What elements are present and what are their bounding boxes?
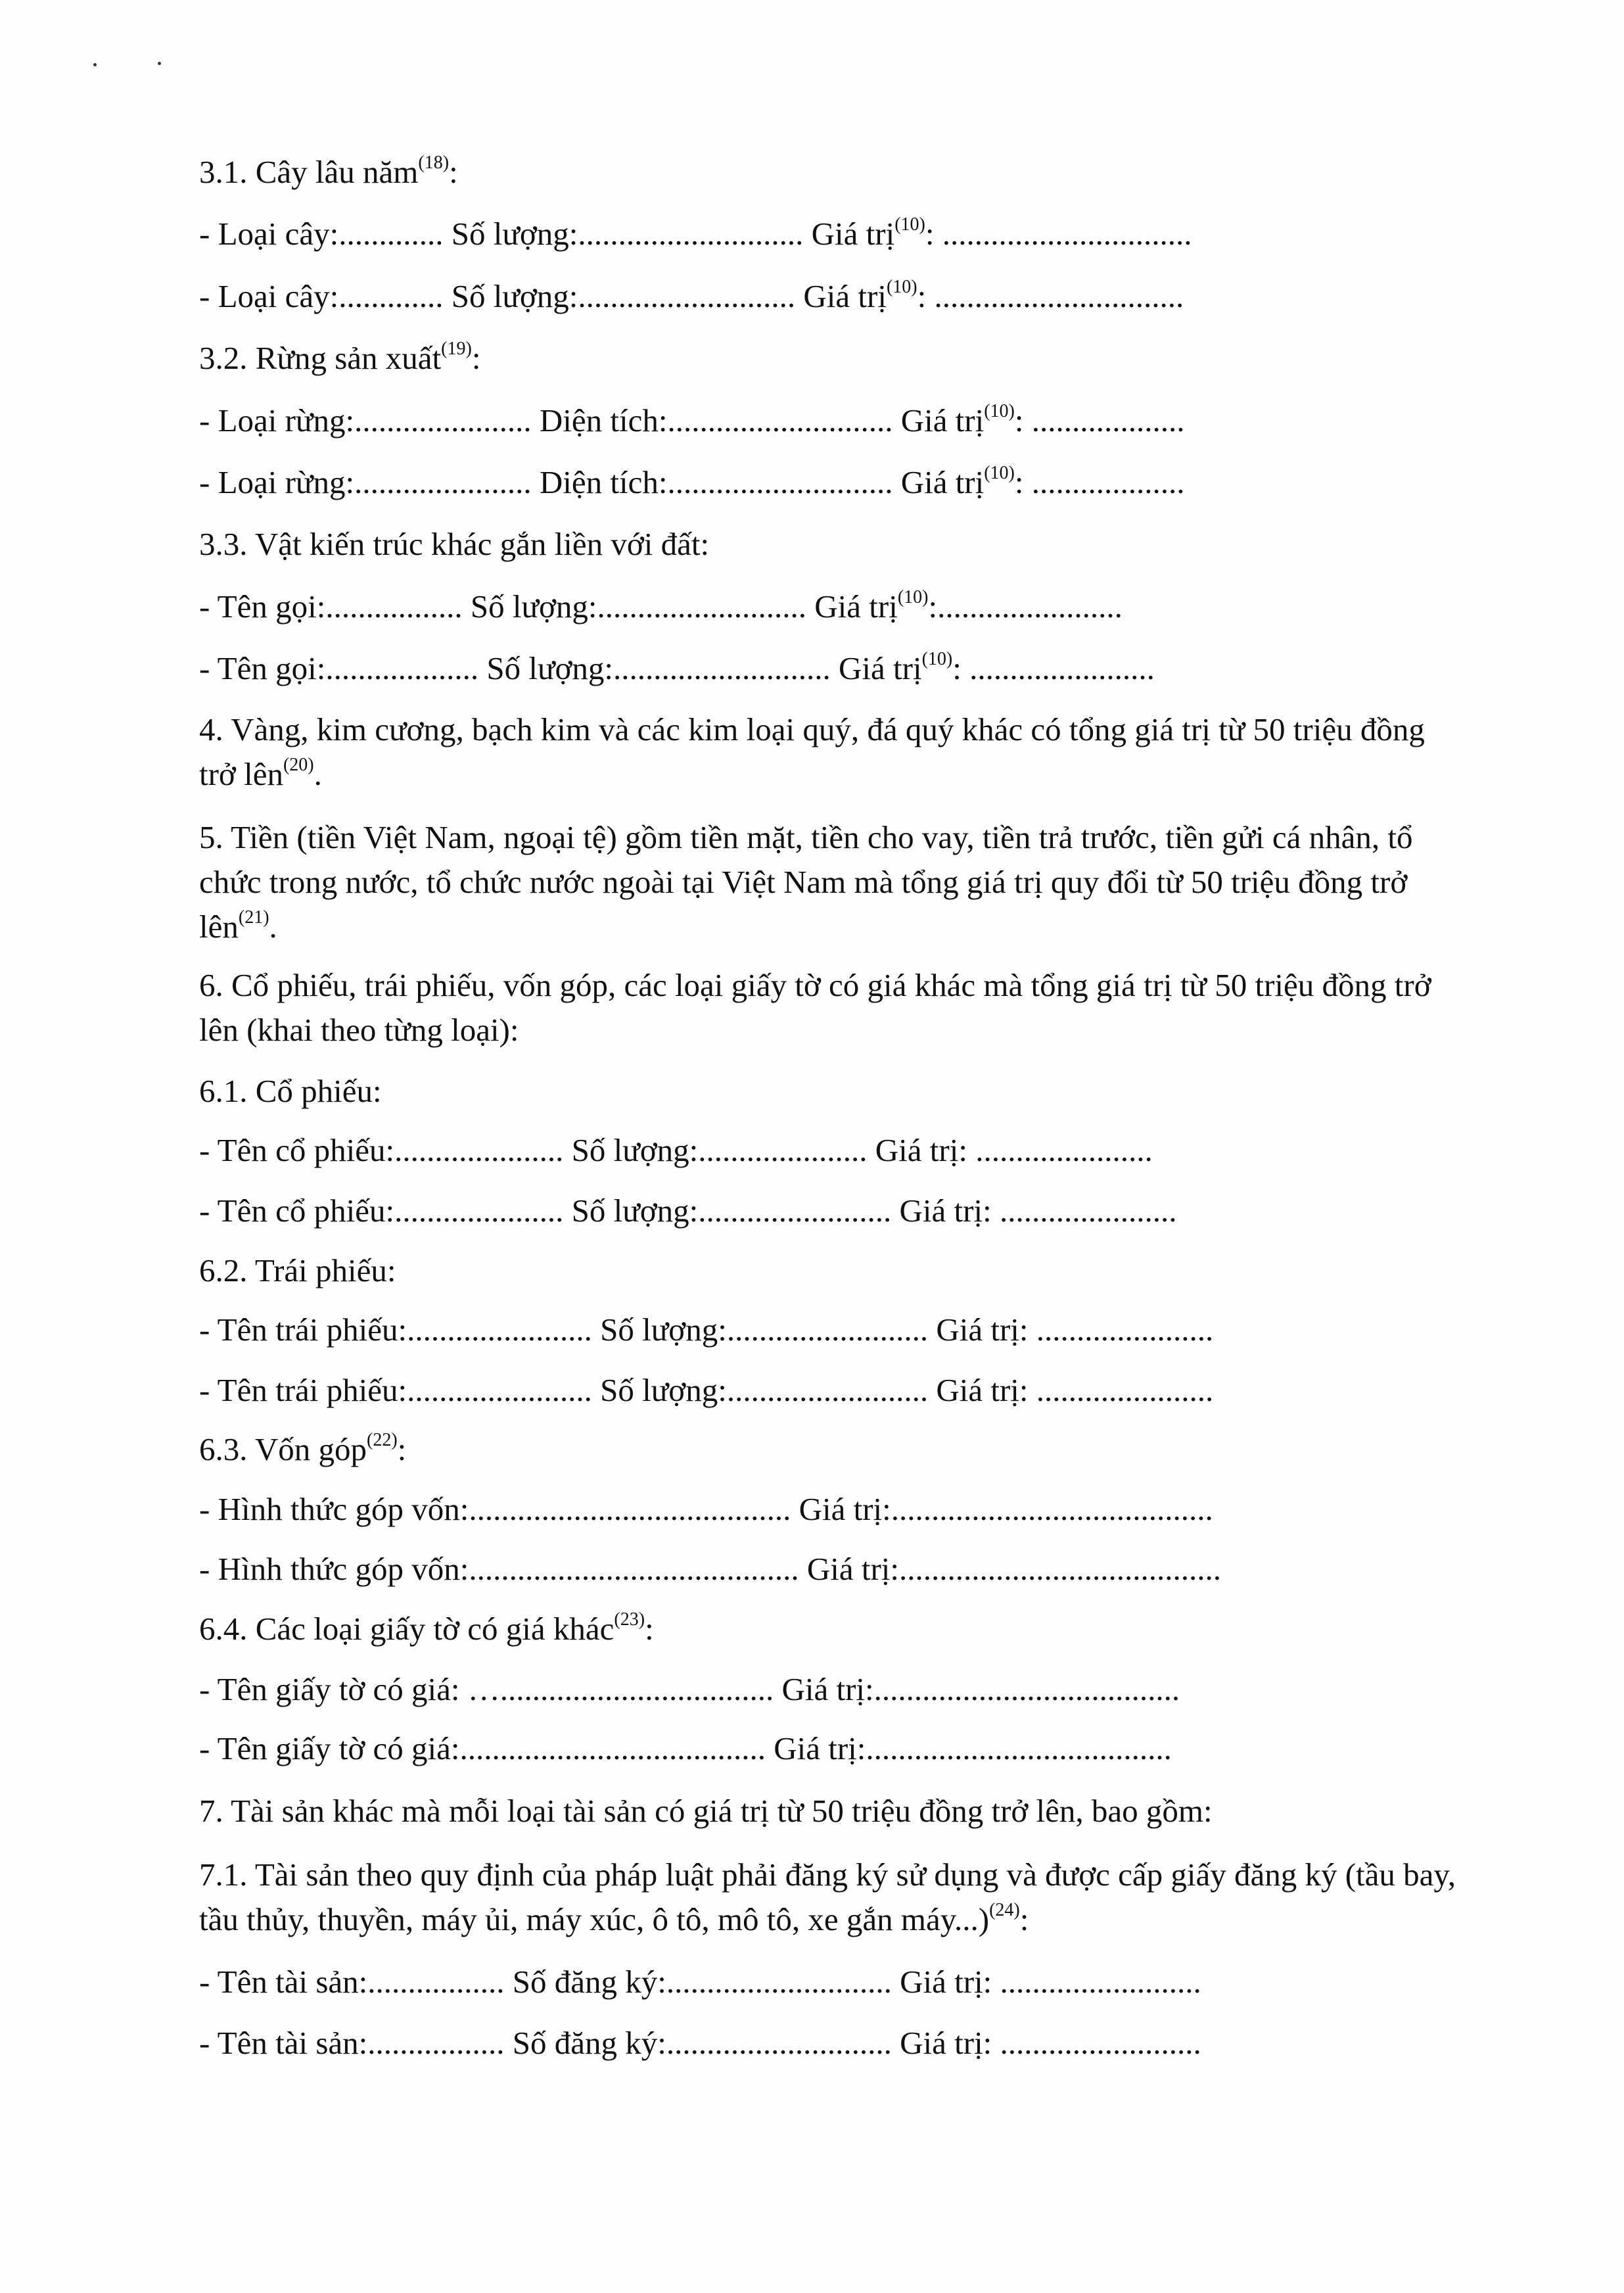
form-row-capital-1: - Hình thức góp vốn:........................................ Giá trị:........................................ xyxy=(199,1491,1213,1527)
form-row-valuable-paper-1: - Tên giấy tờ có giá: ….................................. Giá trị:...................................... xyxy=(199,1671,1180,1707)
section-heading-6-3: 6.3. Vốn góp$^{(22)}$: xyxy=(199,1430,407,1467)
form-row-forest-2: - Loại rừng:...................... Diện tích:............................ Giá trị$^{(10)}$: ................... xyxy=(199,463,1185,500)
form-row-stock-2: - Tên cổ phiếu:..................... Số lượng:........................ Giá trị: ...................... xyxy=(199,1193,1177,1229)
section-heading-3-3: 3.3. Vật kiến trúc khác gắn liền với đất: xyxy=(199,526,710,562)
form-row-structure-2: - Tên gọi:................... Số lượng:........................... Giá trị$^{(10)}$: ....................... xyxy=(199,649,1155,686)
section-6-paragraph: 6. Cổ phiếu, trái phiếu, vốn góp, các loại giấy tờ có giá khác mà tổng giá trị từ 50 triệu đồng trở lên (khai theo từng loại): xyxy=(199,967,1431,1048)
form-row-registered-asset-1: - Tên tài sản:................. Số đăng ký:............................ Giá trị: ......................... xyxy=(199,1964,1201,2000)
form-row-forest-1: - Loại rừng:...................... Diện tích:............................ Giá trị$^{(10)}$: ................... xyxy=(199,401,1185,438)
scan-speck xyxy=(158,62,161,65)
section-5-paragraph: 5. Tiền (tiền Việt Nam, ngoại tệ) gồm tiền mặt, tiền cho vay, tiền trả trước, tiền gửi cá nhân, tổ chức trong nước, tổ chức nước ngoài tại Việt Nam mà tổng giá trị quy đổi từ 50 triệu đồng trở lên$^{(21)}$. xyxy=(199,819,1413,945)
form-row-valuable-paper-2: - Tên giấy tờ có giá:...................................... Giá trị:...................................... xyxy=(199,1730,1172,1766)
section-7-1-paragraph: 7.1. Tài sản theo quy định của pháp luật phải đăng ký sử dụng và được cấp giấy đăng ký (tầu bay, tầu thủy, thuyền, máy ủi, máy xúc, ô tô, mô tô, xe gắn máy...)$^{(24)}$: xyxy=(199,1856,1456,1937)
scan-speck xyxy=(93,63,97,66)
section-heading-6-1: 6.1. Cổ phiếu: xyxy=(199,1073,382,1109)
section-heading-3-1: 3.1. Cây lâu năm$^{(18)}$: xyxy=(199,153,458,190)
section-heading-6-4: 6.4. Các loại giấy tờ có giá khác$^{(23)}$: xyxy=(199,1609,654,1647)
form-row-registered-asset-2: - Tên tài sản:................. Số đăng ký:............................ Giá trị: ......................... xyxy=(199,2025,1201,2061)
form-row-structure-1: - Tên gọi:................. Số lượng:.......................... Giá trị$^{(10)}$:....................... xyxy=(199,587,1123,625)
form-row-tree-1: - Loại cây:............. Số lượng:............................ Giá trị$^{(10)}$: ............................... xyxy=(199,214,1192,252)
section-heading-6-2: 6.2. Trái phiếu: xyxy=(199,1252,396,1288)
form-row-tree-2: - Loại cây:............. Số lượng:........................... Giá trị$^{(10)}$: ............................... xyxy=(199,277,1184,314)
form-row-bond-2: - Tên trái phiếu:....................... Số lượng:......................... Giá trị: ...................... xyxy=(199,1372,1214,1408)
form-row-bond-1: - Tên trái phiếu:....................... Số lượng:......................... Giá trị: ...................... xyxy=(199,1312,1214,1348)
section-4-paragraph: 4. Vàng, kim cương, bạch kim và các kim loại quý, đá quý khác có tổng giá trị từ 50 triệu đồng trở lên$^{(20)}$. xyxy=(199,711,1425,792)
form-row-stock-1: - Tên cổ phiếu:..................... Số lượng:..................... Giá trị: ...................... xyxy=(199,1132,1153,1168)
section-heading-7: 7. Tài sản khác mà mỗi loại tài sản có giá trị từ 50 triệu đồng trở lên, bao gồm: xyxy=(199,1793,1213,1829)
section-heading-3-2: 3.2. Rừng sản xuất$^{(19)}$: xyxy=(199,339,481,376)
form-row-capital-2: - Hình thức góp vốn:......................................... Giá trị:........................................ xyxy=(199,1551,1222,1587)
